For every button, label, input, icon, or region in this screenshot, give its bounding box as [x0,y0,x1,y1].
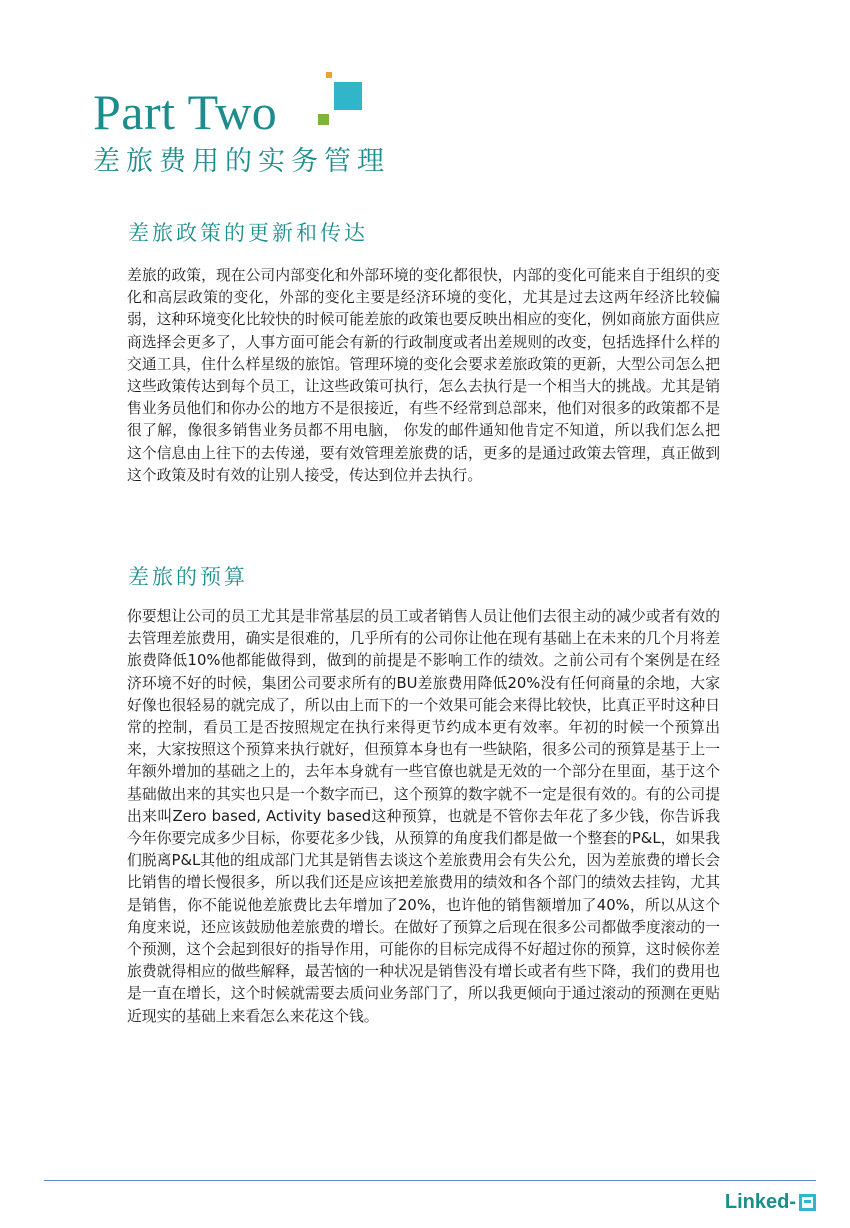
footer-divider [44,1180,816,1181]
decorative-squares-logo-icon [318,72,364,126]
section-heading-policy: 差旅政策的更新和传达 [128,221,368,245]
part-title: Part Two [93,84,278,140]
brand-logo [725,1190,816,1214]
brand-text: Linked- [724,1191,796,1213]
green-square-icon [318,114,329,125]
cyan-square-icon [334,82,362,110]
section-heading-budget: 差旅的预算 [128,565,248,589]
section-body-budget: 你要想让公司的员工尤其是非常基层的员工或者销售人员让他们去很主动的减少或者有效的去管理差旅费用，确实是很难的，几乎所有的公司你让他在现有基础上在未来的几个月将差旅费降低10%他都能做得到，做到的前提是不影响工作的绩效。之前公司有个案例是在经济环境不好的时候，集团公司要求所有的BU差旅费用降低20%没有任何商量的余地，大家好像也很轻易的就完成了，所以由上而下的一个效果可能会来得比较快，比真正平时这种日常的控制，看员工是否按照规定在执行来得更节约成本更有效率。年初的时候一个预算出来，大家按照这个预算来执行就好，但预算本身也有一些缺陷，很多公司的预算是基于上一年额外增加的基础之上的，去年本身就有一些官僚也就是无效的一个部分在里面，基于这个基础做出来的其实也只是一个数字而已，这个预算的数字就不一定是很有效的。有的公司提出来叫Zero based, Activity based这种预算，也就是不管你去年花了多少钱，你告诉我今年你要完成多少目标，你要花多少钱，从预算的角度我们都是做一个整套的P&L，如果我们脱离P&L其他的组成部门尤其是销售去谈这个差旅费用会有失公允，因为差旅费的增长会比销售的增长慢很多，所以我们还是应该把差旅费用的绩效和各个部门的绩效去挂钩，尤其是销售，你不能说他差旅费比去年增加了20%，也许他的销售额增加了40%，所以从这个角度来说，还应该鼓励他差旅费的增长。在做好了预算之后现在很多公司都做季度滚动的一个预测，这个会起到很好的指导作用，可能你的目标完成得不好超过你的预算，这时候你差旅费就得相应的做些解释，最苦恼的一种状况是销售没有增长或者有些下降，我们的费用也是一直在增长，这个时候就需要去质问业务部门了，所以我更倾向于通过滚动的预测在更贴近现实的基础上来看怎么来花这个钱。 [127,608,720,1025]
orange-square-icon [326,72,332,78]
section-body-policy: 差旅的政策，现在公司内部变化和外部环境的变化都很快，内部的变化可能来自于组织的变化和高层政策的变化，外部的变化主要是经济环境的变化，尤其是过去这两年经济比较偏弱，这种环境变化比较快的时候可能差旅的政策也要反映出相应的变化，例如商旅方面供应商选择会更多了，人事方面可能会有新的行政制度或者出差规则的改变，包括选择什么样的交通工具，住什么样星级的旅馆。管理环境的变化会要求差旅政策的更新，大型公司怎么把这些政策传达到每个员工，让这些政策可执行，怎么去执行是一个相当大的挑战。尤其是销售业务员他们和你办公的地方不是很接近，有些不经常到总部来，他们对很多的政策都不是很了解，像很多销售业务员都不用电脑， 你发的邮件通知他肯定不知道，所以我们怎么把这个信息由上往下的去传递，要有效管理差旅费的话，更多的是通过政策去管理，真正做到这个政策及时有效的让别人接受，传达到位并去执行。 [127,267,720,484]
part-subtitle: 差旅费用的实务管理 [93,146,390,177]
linked-f-logo-icon [799,1194,816,1211]
